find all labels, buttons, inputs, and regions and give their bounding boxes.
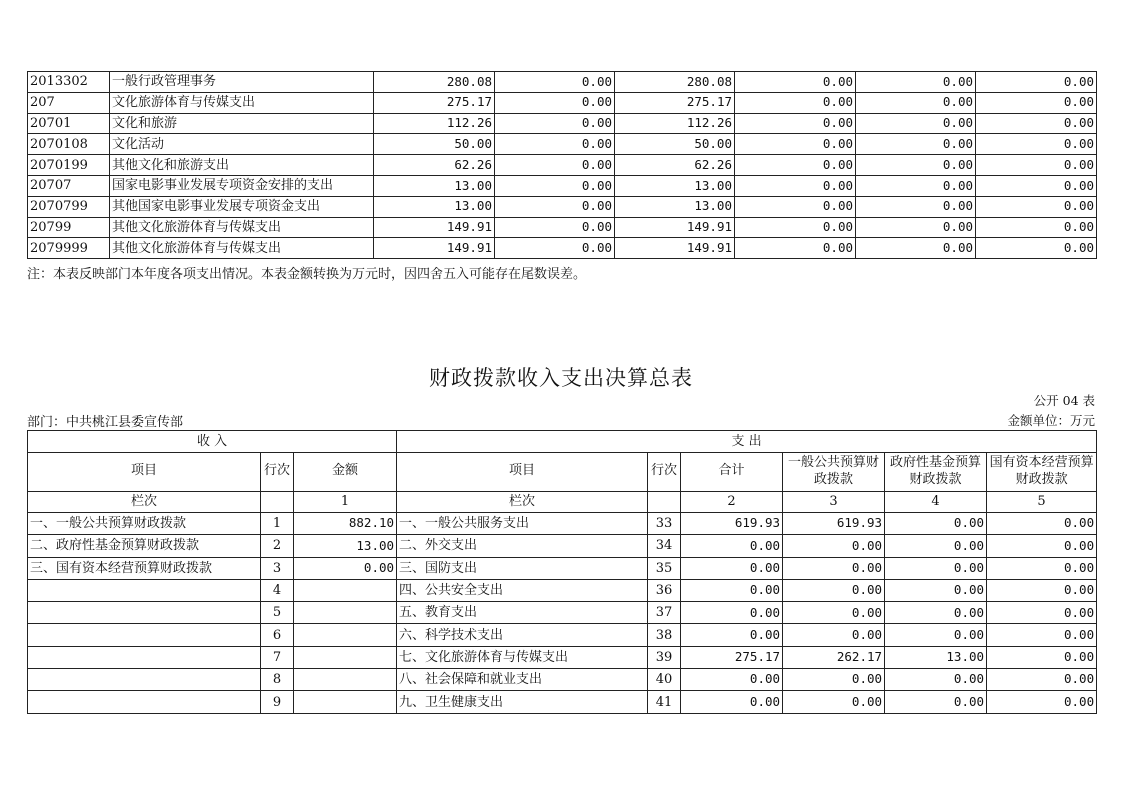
income-line: 8 bbox=[261, 669, 294, 691]
table-note: 注：本表反映部门本年度各项支出情况。本表金额转换为万元时，因四舍五入可能存在尾数误差。 bbox=[27, 267, 587, 282]
expense-total: 275.17 bbox=[681, 646, 783, 668]
income-item bbox=[28, 624, 261, 646]
amount-v4: 0.00 bbox=[735, 113, 856, 134]
expense-header: 支 出 bbox=[397, 431, 1097, 453]
amount-v2: 0.00 bbox=[495, 196, 615, 217]
expense-gov-fund: 0.00 bbox=[885, 691, 987, 713]
income-line: 9 bbox=[261, 691, 294, 713]
blank-cell bbox=[261, 491, 294, 513]
amount-v4: 0.00 bbox=[735, 72, 856, 93]
subject-name: 国家电影事业发展专项资金安排的支出 bbox=[110, 175, 374, 196]
table-row bbox=[28, 602, 1097, 624]
subject-name: 其他文化和旅游支出 bbox=[110, 155, 374, 176]
amount-v3: 13.00 bbox=[615, 175, 735, 196]
expense-general: 0.00 bbox=[783, 535, 885, 557]
subject-code: 207 bbox=[28, 92, 110, 113]
expense-general: 0.00 bbox=[783, 602, 885, 624]
table-row bbox=[28, 624, 1097, 646]
expense-item: 六、科学技术支出 bbox=[397, 624, 648, 646]
income-index-label: 栏次 bbox=[28, 491, 261, 513]
amount-v1: 149.91 bbox=[374, 238, 495, 259]
table-row bbox=[28, 72, 1097, 93]
amount-unit-label: 金额单位：万元 bbox=[1007, 413, 1095, 428]
table-row bbox=[28, 669, 1097, 691]
amount-v4: 0.00 bbox=[735, 196, 856, 217]
subject-code: 20707 bbox=[28, 175, 110, 196]
expense-state-capital: 0.00 bbox=[987, 646, 1097, 668]
column-index-row bbox=[28, 491, 1097, 513]
amount-v1: 112.26 bbox=[374, 113, 495, 134]
income-amount: 0.00 bbox=[294, 557, 397, 579]
expense-item: 五、教育支出 bbox=[397, 602, 648, 624]
expense-gov-fund: 0.00 bbox=[885, 669, 987, 691]
amount-v2: 0.00 bbox=[495, 175, 615, 196]
col-income-amount: 金额 bbox=[294, 452, 397, 491]
subject-name: 文化活动 bbox=[110, 134, 374, 155]
expense-total: 0.00 bbox=[681, 535, 783, 557]
amount-v4: 0.00 bbox=[735, 92, 856, 113]
amount-v5: 0.00 bbox=[856, 175, 976, 196]
income-item bbox=[28, 691, 261, 713]
amount-v2: 0.00 bbox=[495, 238, 615, 259]
subject-code: 2070199 bbox=[28, 155, 110, 176]
income-line: 2 bbox=[261, 535, 294, 557]
table-row bbox=[28, 691, 1097, 713]
subject-name: 一般行政管理事务 bbox=[110, 72, 374, 93]
income-item bbox=[28, 579, 261, 601]
table-row bbox=[28, 92, 1097, 113]
col-gov-fund: 政府性基金预算财政拨款 bbox=[885, 452, 987, 491]
amount-v5: 0.00 bbox=[856, 238, 976, 259]
section-header-row bbox=[28, 431, 1097, 453]
col-income-line: 行次 bbox=[261, 452, 294, 491]
table-row bbox=[28, 134, 1097, 155]
amount-v1: 13.00 bbox=[374, 175, 495, 196]
amount-v1: 280.08 bbox=[374, 72, 495, 93]
income-item bbox=[28, 646, 261, 668]
amount-v3: 13.00 bbox=[615, 196, 735, 217]
expense-total: 0.00 bbox=[681, 624, 783, 646]
expense-line: 34 bbox=[648, 535, 681, 557]
table-row bbox=[28, 646, 1097, 668]
expense-general: 0.00 bbox=[783, 624, 885, 646]
amount-v1: 13.00 bbox=[374, 196, 495, 217]
expense-line: 37 bbox=[648, 602, 681, 624]
expense-gov-fund: 13.00 bbox=[885, 646, 987, 668]
amount-v5: 0.00 bbox=[856, 217, 976, 238]
amount-v2: 0.00 bbox=[495, 134, 615, 155]
expense-line: 41 bbox=[648, 691, 681, 713]
amount-v6: 0.00 bbox=[976, 175, 1097, 196]
amount-v6: 0.00 bbox=[976, 134, 1097, 155]
income-amount bbox=[294, 669, 397, 691]
expense-state-capital: 0.00 bbox=[987, 602, 1097, 624]
col-general-budget: 一般公共预算财政拨款 bbox=[783, 452, 885, 491]
expense-state-capital: 0.00 bbox=[987, 691, 1097, 713]
income-item bbox=[28, 602, 261, 624]
index-1: 1 bbox=[294, 491, 397, 513]
expense-general: 0.00 bbox=[783, 691, 885, 713]
index-5: 5 bbox=[987, 491, 1097, 513]
table-row bbox=[28, 513, 1097, 535]
expense-item: 七、文化旅游体育与传媒支出 bbox=[397, 646, 648, 668]
amount-v2: 0.00 bbox=[495, 72, 615, 93]
amount-v5: 0.00 bbox=[856, 134, 976, 155]
expense-state-capital: 0.00 bbox=[987, 513, 1097, 535]
income-amount bbox=[294, 691, 397, 713]
department-label: 部门：中共桃江县委宣传部 bbox=[27, 415, 184, 430]
amount-v3: 149.91 bbox=[615, 217, 735, 238]
table-row bbox=[28, 155, 1097, 176]
subject-name: 其他国家电影事业发展专项资金支出 bbox=[110, 196, 374, 217]
expense-general: 619.93 bbox=[783, 513, 885, 535]
page-title: 财政拨款收入支出决算总表 bbox=[429, 366, 693, 390]
expense-line: 38 bbox=[648, 624, 681, 646]
amount-v3: 112.26 bbox=[615, 113, 735, 134]
amount-v2: 0.00 bbox=[495, 92, 615, 113]
subject-code: 2013302 bbox=[28, 72, 110, 93]
income-line: 6 bbox=[261, 624, 294, 646]
table-row bbox=[28, 557, 1097, 579]
amount-v3: 62.26 bbox=[615, 155, 735, 176]
amount-v6: 0.00 bbox=[976, 217, 1097, 238]
subject-code: 2079999 bbox=[28, 238, 110, 259]
amount-v2: 0.00 bbox=[495, 113, 615, 134]
expense-index-label: 栏次 bbox=[397, 491, 648, 513]
expense-gov-fund: 0.00 bbox=[885, 535, 987, 557]
expense-total: 0.00 bbox=[681, 557, 783, 579]
amount-v2: 0.00 bbox=[495, 217, 615, 238]
subject-code: 2070108 bbox=[28, 134, 110, 155]
expense-line: 39 bbox=[648, 646, 681, 668]
expense-gov-fund: 0.00 bbox=[885, 602, 987, 624]
subject-name: 文化旅游体育与传媒支出 bbox=[110, 92, 374, 113]
income-line: 1 bbox=[261, 513, 294, 535]
expense-total: 0.00 bbox=[681, 579, 783, 601]
amount-v4: 0.00 bbox=[735, 238, 856, 259]
amount-v6: 0.00 bbox=[976, 196, 1097, 217]
table-row bbox=[28, 196, 1097, 217]
subject-code: 20701 bbox=[28, 113, 110, 134]
col-income-item: 项目 bbox=[28, 452, 261, 491]
expense-state-capital: 0.00 bbox=[987, 557, 1097, 579]
column-header-row bbox=[28, 452, 1097, 491]
amount-v1: 149.91 bbox=[374, 217, 495, 238]
table-row bbox=[28, 579, 1097, 601]
amount-v3: 275.17 bbox=[615, 92, 735, 113]
expense-item: 八、社会保障和就业支出 bbox=[397, 669, 648, 691]
expense-state-capital: 0.00 bbox=[987, 669, 1097, 691]
income-amount: 13.00 bbox=[294, 535, 397, 557]
expense-line: 40 bbox=[648, 669, 681, 691]
expense-state-capital: 0.00 bbox=[987, 624, 1097, 646]
income-line: 7 bbox=[261, 646, 294, 668]
col-state-capital: 国有资本经营预算财政拨款 bbox=[987, 452, 1097, 491]
expense-state-capital: 0.00 bbox=[987, 535, 1097, 557]
amount-v1: 50.00 bbox=[374, 134, 495, 155]
income-line: 5 bbox=[261, 602, 294, 624]
expense-detail-body bbox=[28, 72, 1097, 259]
income-amount: 882.10 bbox=[294, 513, 397, 535]
amount-v4: 0.00 bbox=[735, 175, 856, 196]
expense-line: 36 bbox=[648, 579, 681, 601]
col-expense-line: 行次 bbox=[648, 452, 681, 491]
expense-detail-table bbox=[27, 71, 1097, 259]
summary-body bbox=[28, 431, 1097, 714]
income-amount bbox=[294, 646, 397, 668]
amount-v1: 62.26 bbox=[374, 155, 495, 176]
expense-item: 九、卫生健康支出 bbox=[397, 691, 648, 713]
income-amount bbox=[294, 579, 397, 601]
subject-name: 其他文化旅游体育与传媒支出 bbox=[110, 217, 374, 238]
expense-total: 0.00 bbox=[681, 691, 783, 713]
subject-name: 其他文化旅游体育与传媒支出 bbox=[110, 238, 374, 259]
amount-v6: 0.00 bbox=[976, 155, 1097, 176]
table-row bbox=[28, 217, 1097, 238]
index-2: 2 bbox=[681, 491, 783, 513]
table-row bbox=[28, 175, 1097, 196]
expense-item: 四、公共安全支出 bbox=[397, 579, 648, 601]
index-3: 3 bbox=[783, 491, 885, 513]
income-item bbox=[28, 669, 261, 691]
expense-item: 一、一般公共服务支出 bbox=[397, 513, 648, 535]
expense-general: 262.17 bbox=[783, 646, 885, 668]
col-expense-item: 项目 bbox=[397, 452, 648, 491]
income-amount bbox=[294, 602, 397, 624]
summary-table bbox=[27, 430, 1097, 714]
amount-v5: 0.00 bbox=[856, 196, 976, 217]
expense-line: 33 bbox=[648, 513, 681, 535]
income-header: 收 入 bbox=[28, 431, 397, 453]
income-line: 4 bbox=[261, 579, 294, 601]
expense-general: 0.00 bbox=[783, 669, 885, 691]
expense-gov-fund: 0.00 bbox=[885, 624, 987, 646]
expense-item: 三、国防支出 bbox=[397, 557, 648, 579]
expense-state-capital: 0.00 bbox=[987, 579, 1097, 601]
expense-gov-fund: 0.00 bbox=[885, 513, 987, 535]
income-item: 一、一般公共预算财政拨款 bbox=[28, 513, 261, 535]
subject-code: 20799 bbox=[28, 217, 110, 238]
table-row bbox=[28, 113, 1097, 134]
amount-v5: 0.00 bbox=[856, 155, 976, 176]
amount-v3: 50.00 bbox=[615, 134, 735, 155]
amount-v5: 0.00 bbox=[856, 72, 976, 93]
amount-v6: 0.00 bbox=[976, 113, 1097, 134]
col-total: 合计 bbox=[681, 452, 783, 491]
expense-general: 0.00 bbox=[783, 557, 885, 579]
amount-v5: 0.00 bbox=[856, 113, 976, 134]
expense-general: 0.00 bbox=[783, 579, 885, 601]
subject-name: 文化和旅游 bbox=[110, 113, 374, 134]
form-number: 公开 04 表 bbox=[1033, 393, 1095, 408]
amount-v6: 0.00 bbox=[976, 72, 1097, 93]
income-item: 三、国有资本经营预算财政拨款 bbox=[28, 557, 261, 579]
amount-v1: 275.17 bbox=[374, 92, 495, 113]
amount-v3: 280.08 bbox=[615, 72, 735, 93]
expense-total: 0.00 bbox=[681, 669, 783, 691]
expense-item: 二、外交支出 bbox=[397, 535, 648, 557]
amount-v4: 0.00 bbox=[735, 155, 856, 176]
blank-cell bbox=[648, 491, 681, 513]
amount-v4: 0.00 bbox=[735, 217, 856, 238]
index-4: 4 bbox=[885, 491, 987, 513]
amount-v5: 0.00 bbox=[856, 92, 976, 113]
amount-v6: 0.00 bbox=[976, 238, 1097, 259]
expense-total: 619.93 bbox=[681, 513, 783, 535]
expense-gov-fund: 0.00 bbox=[885, 579, 987, 601]
amount-v4: 0.00 bbox=[735, 134, 856, 155]
income-line: 3 bbox=[261, 557, 294, 579]
amount-v3: 149.91 bbox=[615, 238, 735, 259]
expense-total: 0.00 bbox=[681, 602, 783, 624]
amount-v6: 0.00 bbox=[976, 92, 1097, 113]
amount-v2: 0.00 bbox=[495, 155, 615, 176]
table-row bbox=[28, 535, 1097, 557]
income-amount bbox=[294, 624, 397, 646]
table-row bbox=[28, 238, 1097, 259]
expense-gov-fund: 0.00 bbox=[885, 557, 987, 579]
expense-line: 35 bbox=[648, 557, 681, 579]
income-item: 二、政府性基金预算财政拨款 bbox=[28, 535, 261, 557]
subject-code: 2070799 bbox=[28, 196, 110, 217]
